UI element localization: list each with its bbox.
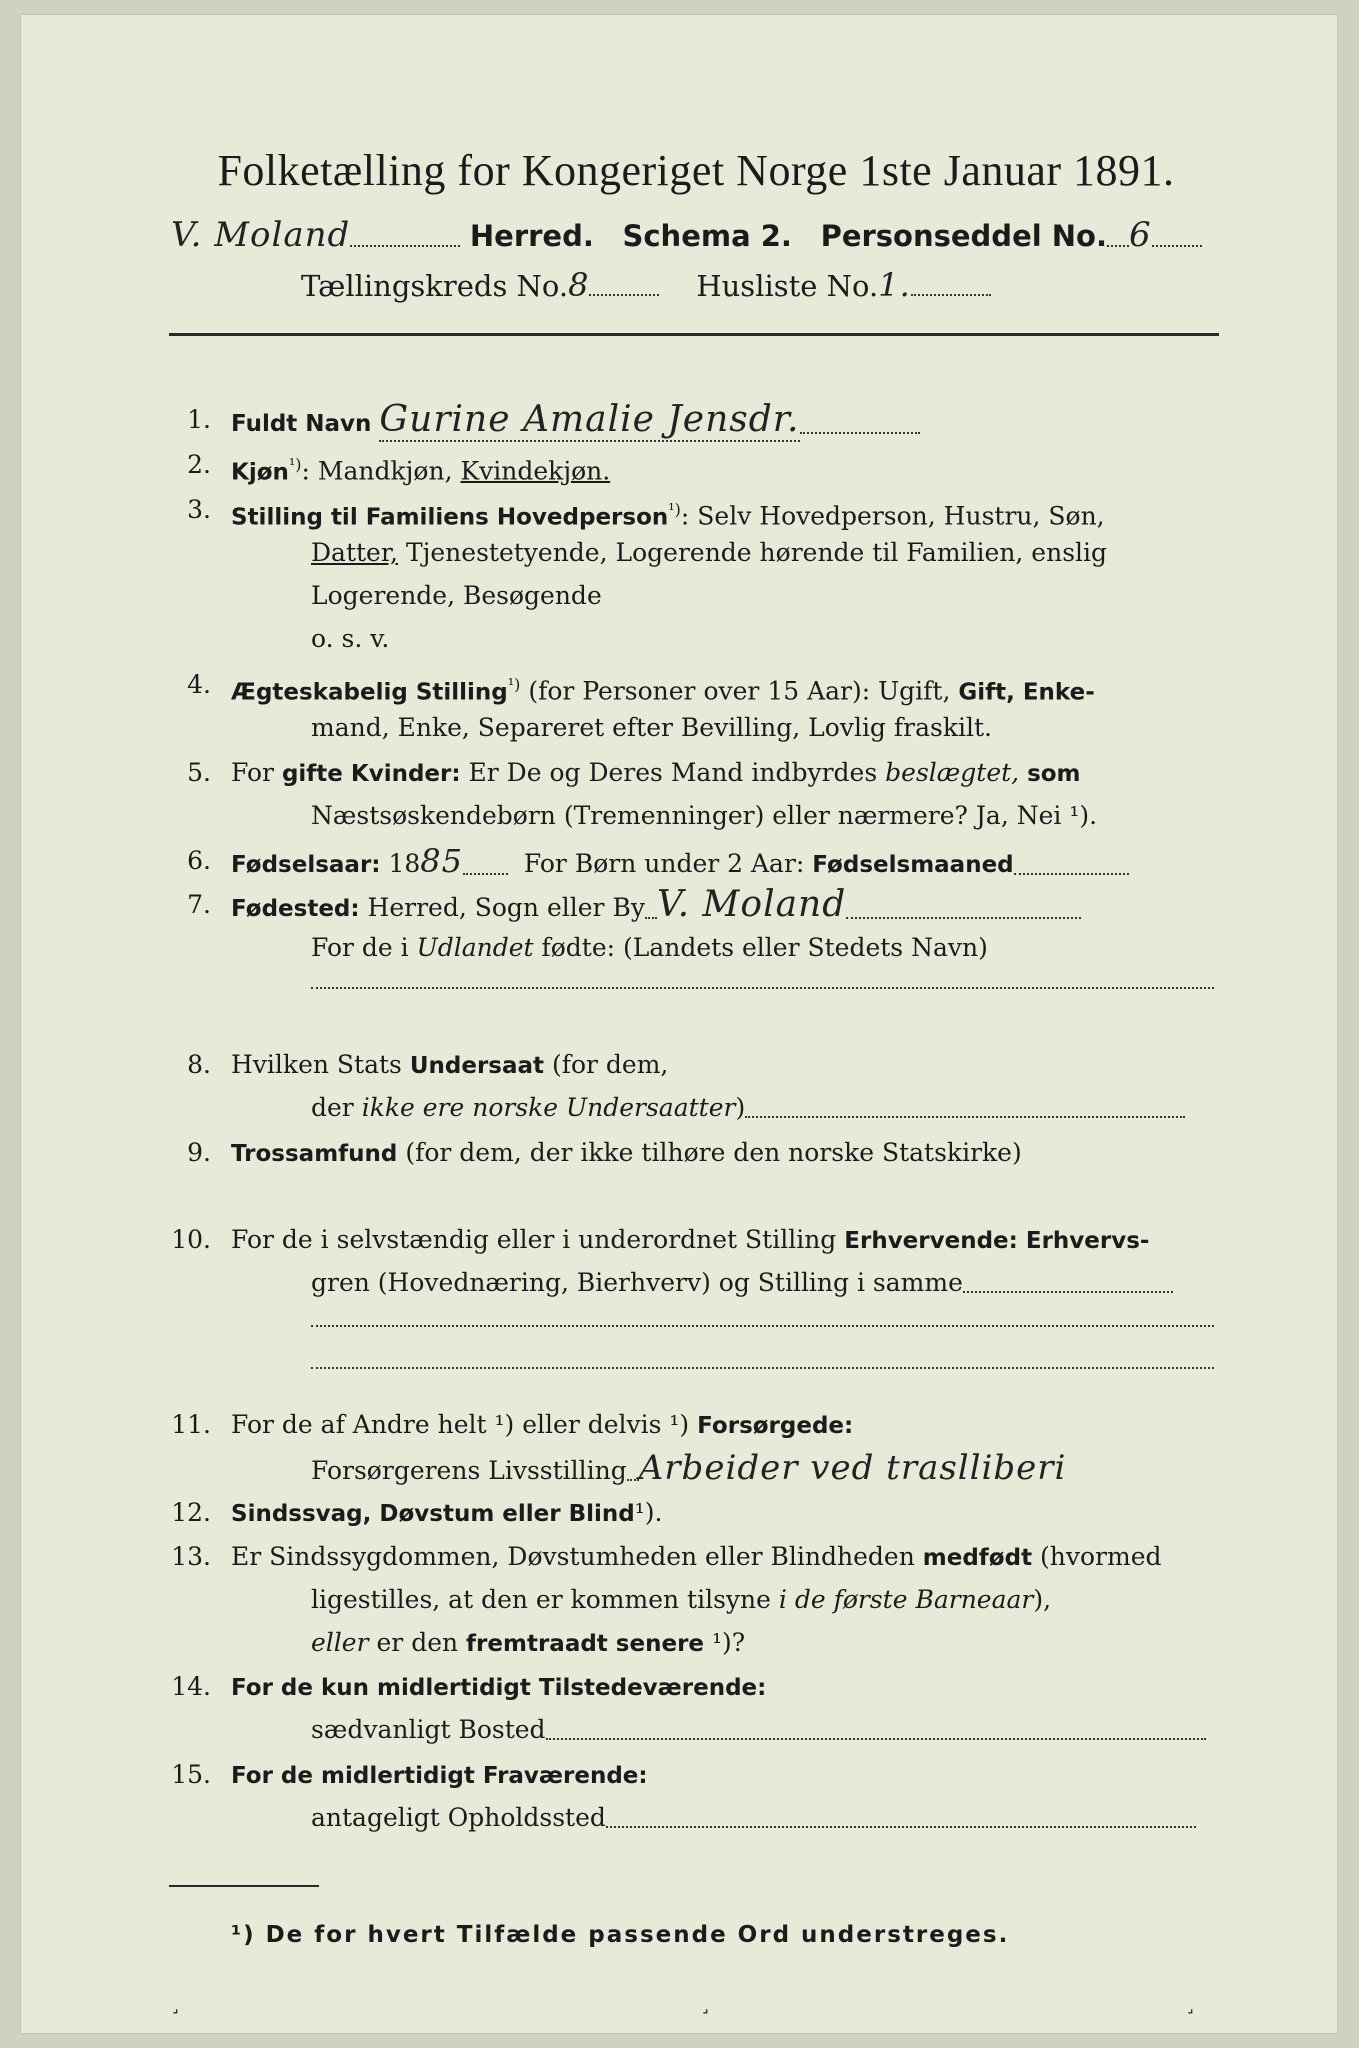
- item-number: 1.: [187, 405, 211, 434]
- form-title: Folketælling for Kongeriget Norge 1ste Januar 1891.: [217, 146, 1175, 195]
- item-9: Trossamfund (for dem, der ikke tilhøre den norske Statskirke): [231, 1138, 1022, 1167]
- birthplace-value: V. Moland: [656, 884, 847, 925]
- kreds-value: 8: [568, 266, 590, 304]
- item-8: Hvilken Stats Undersaat (for dem,: [231, 1050, 669, 1079]
- item-11-b: Forsørgerens Livsstilling Arbeider ved traslliberi: [311, 1448, 1067, 1488]
- item-number: 2.: [187, 450, 211, 479]
- personseddel-label: Personseddel No.: [820, 219, 1107, 253]
- item-number: 9.: [187, 1138, 211, 1167]
- sex-label: Kjøn: [231, 459, 289, 486]
- item-number: 8.: [187, 1050, 211, 1079]
- item-number: 15.: [171, 1760, 211, 1789]
- dotted-line: [311, 1325, 1214, 1327]
- item-number: 7.: [187, 890, 211, 919]
- birth-year-value: 85: [420, 842, 463, 880]
- item-5: For gifte Kvinder: Er De og Deres Mand indbyrdes beslægtet, som: [231, 758, 1081, 787]
- item-13-c: eller er den fremtraadt senere ¹)?: [311, 1628, 746, 1657]
- footnote: ¹) De for hvert Tilfælde passende Ord understreges.: [231, 1922, 1010, 1948]
- item-10: For de i selvstændig eller i underordnet Stilling Erhvervende: Erhvervs-: [231, 1225, 1150, 1254]
- item-7-b: For de i Udlandet fødte: (Landets eller Stedets Navn): [311, 933, 988, 962]
- herred-value: V. Moland: [171, 215, 351, 255]
- footnote-rule: [169, 1885, 319, 1887]
- item-4-b: mand, Enke, Separeret efter Bevilling, Lovlig fraskilt.: [311, 713, 992, 742]
- registration-mark: ˼: [171, 1985, 180, 2015]
- item-13: Er Sindssygdommen, Døvstumheden eller Blindheden medfødt (hvormed: [231, 1542, 1162, 1571]
- herred-line: [171, 215, 1202, 257]
- kreds-label: Tællingskreds No.: [301, 269, 569, 303]
- item-number: 4.: [187, 670, 211, 699]
- item-number: 13.: [171, 1542, 211, 1571]
- dotted-line: [311, 987, 1214, 989]
- registration-mark: ˼: [701, 1985, 710, 2015]
- item-10-b: gren (Hovednæring, Bierhverv) og Stilling i samme: [311, 1263, 1173, 1303]
- item-15: For de midlertidigt Fraværende:: [231, 1763, 648, 1789]
- item-15-b: antageligt Opholdssted: [311, 1798, 1196, 1838]
- item-number: 3.: [187, 495, 211, 524]
- item-5-b: Næstsøskendebørn (Tremenninger) eller nærmere? Ja, Nei ¹).: [311, 801, 1098, 830]
- item-3-b: Datter, Tjenestetyende, Logerende hørende til Familien, enslig: [311, 538, 1108, 567]
- item-number: 5.: [187, 758, 211, 787]
- item-12: Sindssvag, Døvstum eller Blind¹).: [231, 1498, 663, 1527]
- item-4: Ægteskabelig Stilling$^{^1)}$ (for Personer over 15 Aar): Ugift, Gift, Enke-: [231, 675, 1095, 706]
- item-3: Stilling til Familiens Hovedperson$^{^1)}$: Selv Hovedperson, Hustru, Søn,: [231, 500, 1105, 531]
- item-11: For de af Andre helt ¹) eller delvis ¹) Forsørgede:: [231, 1410, 854, 1439]
- item-7: Fødested: Herred, Sogn eller By V. Moland: [231, 885, 1081, 929]
- item-14: For de kun midlertidigt Tilstedeværende:: [231, 1675, 767, 1701]
- item-number: 10.: [171, 1225, 211, 1254]
- item-2: Kjøn$^{^1)}$: Mandkjøn, Kvindekjøn.: [231, 455, 611, 486]
- dotted-line: [311, 1367, 1214, 1369]
- sex-selected: Kvindekjøn.: [460, 456, 611, 486]
- item-number: 11.: [171, 1410, 211, 1439]
- personseddel-value: 6: [1128, 215, 1152, 255]
- item-3-c: Logerende, Besøgende: [311, 581, 602, 610]
- item-number: 6.: [187, 846, 211, 875]
- census-form: [20, 14, 1338, 2034]
- full-name-label: Fuldt Navn: [231, 411, 372, 437]
- item-13-b: ligestilles, at den er kommen tilsyne i de første Barneaar),: [311, 1585, 1052, 1614]
- herred-label: Herred.: [469, 219, 594, 253]
- item-number: 12.: [171, 1498, 211, 1527]
- full-name-value: Gurine Amalie Jensdr.: [379, 399, 800, 440]
- item-6: Fødselsaar: 1885 For Børn under 2 Aar: Fødselsmaaned: [231, 841, 1129, 885]
- provider-occupation-value: Arbeider ved traslliberi: [638, 1448, 1067, 1488]
- item-8-b: der ikke ere norske Undersaatter): [311, 1088, 1185, 1128]
- item-14-b: sædvanligt Bosted: [311, 1710, 1206, 1750]
- schema-label: Schema 2.: [622, 219, 792, 253]
- item-1: [231, 400, 920, 444]
- header-rule: [169, 333, 1219, 336]
- husliste-label: Husliste No.: [696, 269, 879, 303]
- item-number: 14.: [171, 1672, 211, 1701]
- registration-mark: ˼: [1186, 1985, 1195, 2015]
- relation-selected: Datter,: [311, 538, 398, 567]
- husliste-value: 1.: [878, 266, 911, 304]
- kreds-line: [301, 265, 991, 306]
- item-3-d: o. s. v.: [311, 624, 390, 653]
